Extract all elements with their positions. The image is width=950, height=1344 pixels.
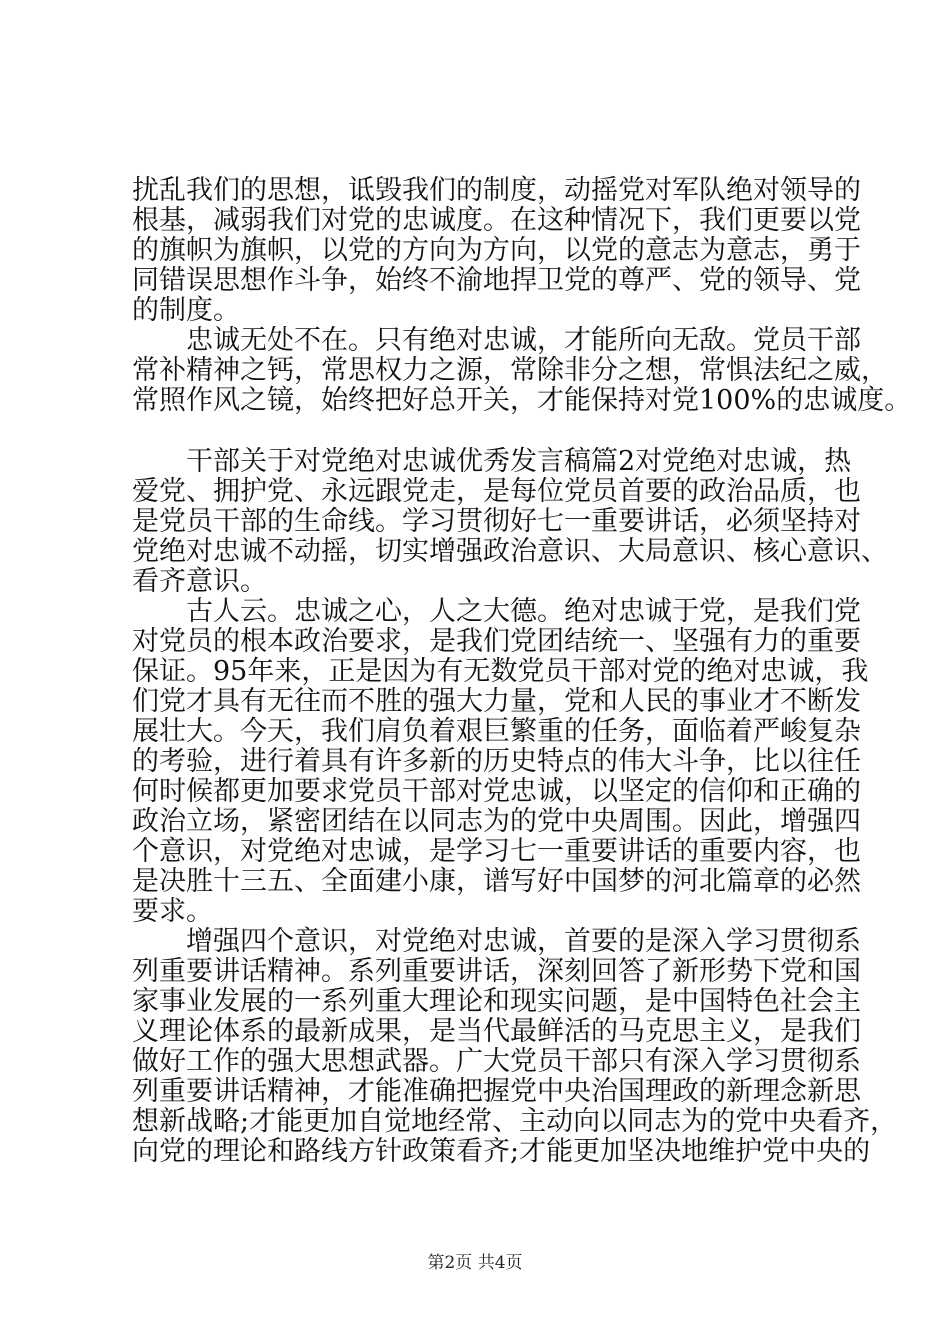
text-line: 政治立场，紧密团结在以同志为的党中央周围。因此，增强四 xyxy=(132,806,861,837)
text-line: 同错误思想作斗争，始终不渝地捍卫党的尊严、党的领导、党 xyxy=(132,265,861,296)
text-line: 何时候都更加要求党员干部对党忠诚，以坚定的信仰和正确的 xyxy=(132,776,861,807)
text-line: 常补精神之钙，常思权力之源，常除非分之想，常惧法纪之威， xyxy=(132,355,888,386)
paragraph xyxy=(132,446,888,597)
paragraph xyxy=(132,325,912,416)
paragraph xyxy=(132,926,898,1167)
text-line: 家事业发展的一系列重大理论和现实问题，是中国特色社会主 xyxy=(132,986,861,1017)
paragraph xyxy=(132,175,861,326)
page-number: 第2页 共4页 xyxy=(427,1253,523,1273)
text-line: 做好工作的强大思想武器。广大党员干部只有深入学习贯彻系 xyxy=(132,1046,861,1077)
text-line: 的制度。 xyxy=(132,295,240,326)
text-line: 列重要讲话精神。系列重要讲话，深刻回答了新形势下党和国 xyxy=(132,956,861,987)
document-body xyxy=(132,175,912,1167)
text-line: 义理论体系的最新成果，是当代最鲜活的马克思主义，是我们 xyxy=(132,1016,861,1047)
text-line: 向党的理论和路线方针政策看齐;才能更加坚决地维护党中央的 xyxy=(132,1136,871,1167)
text-line: 对党员的根本政治要求，是我们党团结统一、坚强有力的重要 xyxy=(132,626,861,657)
text-line: 增强四个意识，对党绝对忠诚，首要的是深入学习贯彻系 xyxy=(132,926,861,957)
paragraph xyxy=(132,596,869,927)
text-line: 扰乱我们的思想，诋毁我们的制度，动摇党对军队绝对领导的 xyxy=(132,175,861,206)
text-line: 看齐意识。 xyxy=(132,566,267,597)
text-line: 的旗帜为旗帜，以党的方向为方向，以党的意志为意志，勇于 xyxy=(132,235,861,266)
text-line: 们党才具有无往而不胜的强大力量，党和人民的事业才不断发 xyxy=(132,686,861,717)
paragraph-spacer xyxy=(132,416,834,447)
text-line: 是决胜十三五、全面建小康，谱写好中国梦的河北篇章的必然 xyxy=(132,866,861,897)
text-line: 列重要讲话精神，才能准确把握党中央治国理政的新理念新思 xyxy=(132,1076,861,1107)
text-line: 常照作风之镜，始终把好总开关，才能保持对党100%的忠诚度。 xyxy=(132,385,912,416)
text-line: 的考验，进行着具有许多新的历史特点的伟大斗争，比以往任 xyxy=(132,746,861,777)
text-line: 是党员干部的生命线。学习贯彻好七一重要讲话，必须坚持对 xyxy=(132,506,861,537)
text-line: 爱党、拥护党、永远跟党走，是每位党员首要的政治品质，也 xyxy=(132,476,861,507)
text-line: 根基，减弱我们对党的忠诚度。在这种情况下，我们更要以党 xyxy=(132,205,861,236)
text-line: 展壮大。今天，我们肩负着艰巨繁重的任务，面临着严峻复杂 xyxy=(132,716,861,747)
text-line: 古人云。忠诚之心，人之大德。绝对忠诚于党，是我们党 xyxy=(132,596,861,627)
text-line: 要求。 xyxy=(132,896,213,927)
text-line: 保证。95年来，正是因为有无数党员干部对党的绝对忠诚，我 xyxy=(132,656,869,687)
text-line: 想新战略;才能更加自觉地经常、主动向以同志为的党中央看齐， xyxy=(132,1106,898,1137)
text-line: 忠诚无处不在。只有绝对忠诚，才能所向无敌。党员干部 xyxy=(132,325,861,356)
text-line: 党绝对忠诚不动摇，切实增强政治意识、大局意识、核心意识、 xyxy=(132,536,888,567)
text-line: 干部关于对党绝对忠诚优秀发言稿篇2对党绝对忠诚，热 xyxy=(132,446,852,477)
text-line: 个意识，对党绝对忠诚，是学习七一重要讲话的重要内容，也 xyxy=(132,836,861,867)
